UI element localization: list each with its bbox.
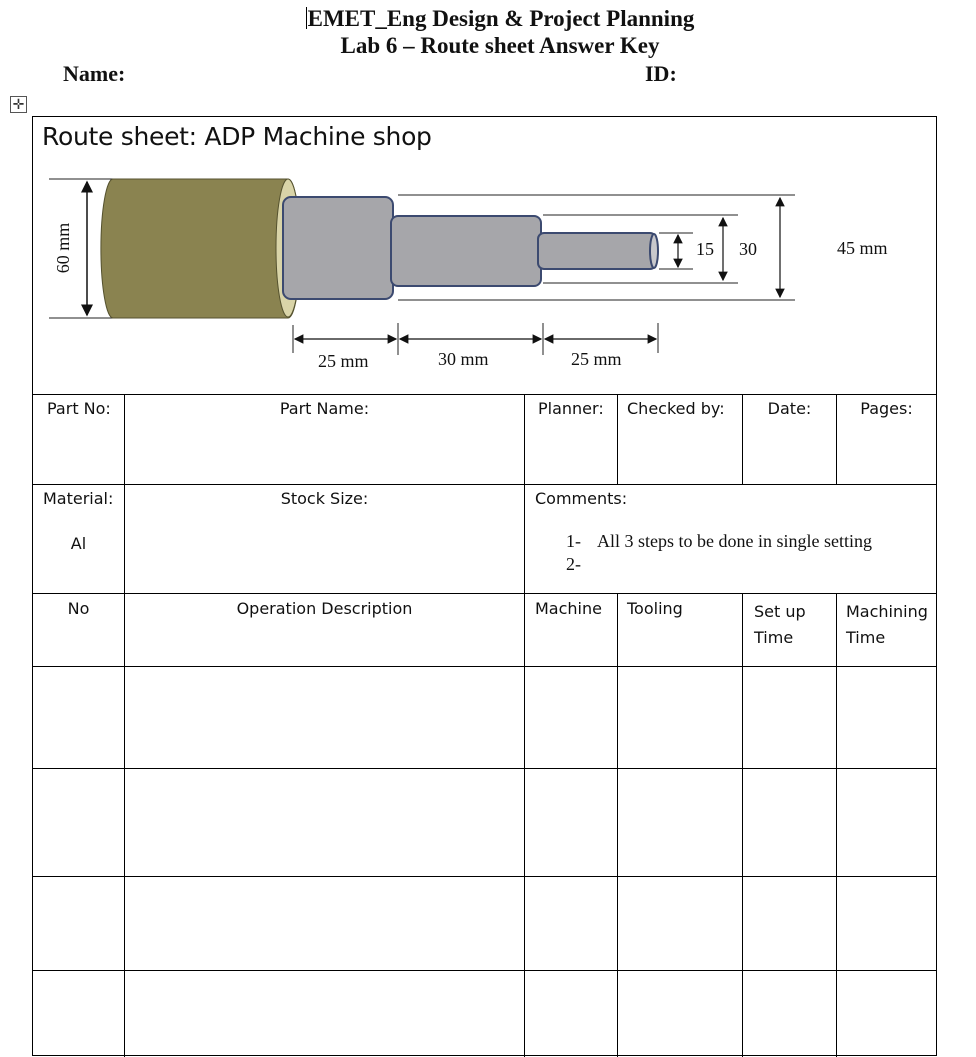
shaft-step-1 xyxy=(283,197,393,299)
shaft-step-3 xyxy=(538,233,656,269)
ops-tooling-header: Tooling xyxy=(627,599,683,618)
col-divider xyxy=(742,593,743,1057)
material-value: Al xyxy=(70,534,87,553)
table-move-handle-icon[interactable]: ✛ xyxy=(10,96,27,113)
checked-by-label: Checked by: xyxy=(627,399,725,418)
row-divider xyxy=(33,394,936,395)
planner-label: Planner: xyxy=(538,399,604,418)
col-divider xyxy=(617,394,618,484)
ops-no-header: No xyxy=(67,599,90,618)
route-sheet-table xyxy=(32,116,937,1056)
col-divider xyxy=(617,593,618,1057)
row-divider xyxy=(33,876,936,877)
row-divider xyxy=(33,593,936,594)
row-divider xyxy=(33,484,936,485)
dim-60-label: 60 mm xyxy=(53,222,73,274)
col-divider xyxy=(524,394,525,1057)
dim-45-label: 45 mm xyxy=(837,238,888,258)
len-2-label: 30 mm xyxy=(438,349,489,369)
len-3-label: 25 mm xyxy=(571,349,622,369)
row-divider xyxy=(33,768,936,769)
stock-size-label: Stock Size: xyxy=(280,489,369,508)
id-label: ID: xyxy=(645,61,677,86)
material-label: Material: xyxy=(43,489,114,508)
document-subtitle: Lab 6 – Route sheet Answer Key xyxy=(340,33,660,58)
row-divider xyxy=(33,970,936,971)
comment-1-number: 1- xyxy=(566,531,581,551)
date-label: Date: xyxy=(767,399,812,418)
dim-30-label: 30 xyxy=(739,239,757,259)
text-cursor xyxy=(306,7,307,29)
row-divider xyxy=(33,666,936,667)
ops-machining-time-header: Machining Time xyxy=(846,602,928,647)
comment-1-text: All 3 steps to be done in single setting xyxy=(597,531,872,551)
name-label: Name: xyxy=(63,61,126,86)
len-1-label: 25 mm xyxy=(318,351,369,371)
ops-setup-time-header: Set up Time xyxy=(754,602,806,647)
comments-label: Comments: xyxy=(535,489,628,508)
ops-description-header: Operation Description xyxy=(236,599,413,618)
part-drawing xyxy=(33,117,936,395)
shaft-step-2 xyxy=(391,216,541,286)
col-divider xyxy=(836,593,837,1057)
part-name-label: Part Name: xyxy=(279,399,370,418)
comment-2-number: 2- xyxy=(566,554,581,574)
document-title: EMET_Eng Design & Project Planning xyxy=(307,6,695,31)
part-no-label: Part No: xyxy=(47,399,111,418)
stock-cylinder xyxy=(101,179,300,318)
ops-machine-header: Machine xyxy=(535,599,602,618)
pages-label: Pages: xyxy=(860,399,913,418)
dim-15-label: 15 xyxy=(696,239,714,259)
route-sheet-title: Route sheet: ADP Machine shop xyxy=(42,122,432,151)
